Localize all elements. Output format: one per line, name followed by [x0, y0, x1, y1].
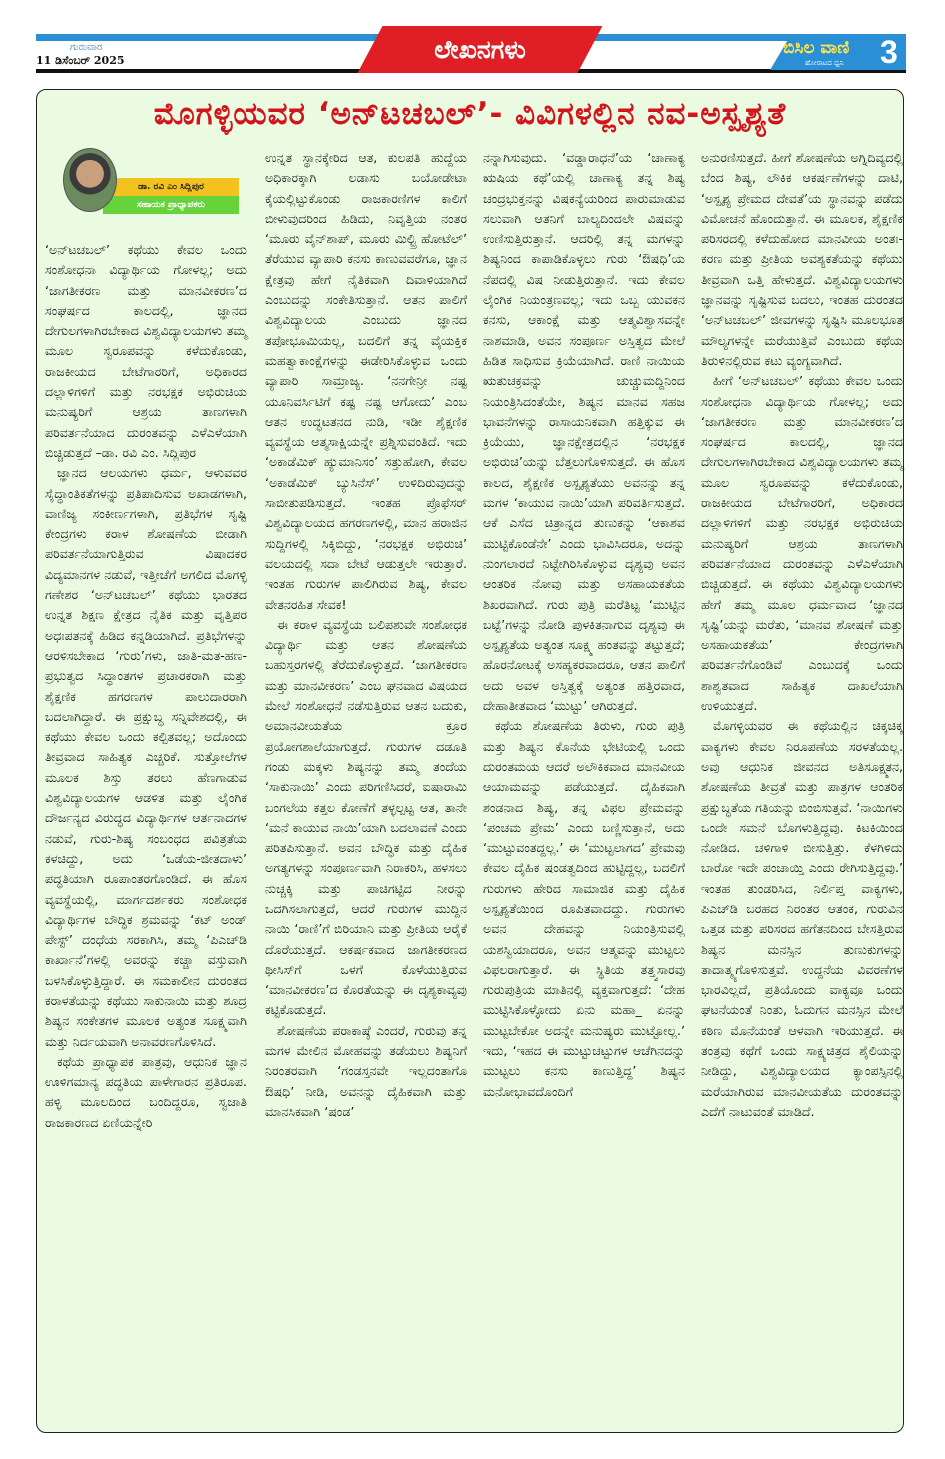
publication-day: ಗುರುವಾರ — [70, 42, 103, 53]
brand-name: ಬಿಸಿಲ ವಾಣಿ — [783, 38, 850, 58]
article-column-2 — [265, 148, 467, 1122]
paragraph: ಹೀಗೆ ‘ಅನ್‌ಟಚಬಲ್’ ಕಥೆಯು ಕೇವಲ ಒಂದು ಸಂಶೋಧನಾ ವಿದ್ಯಾರ್ಥಿಯ ಗೋಳಲ್ಲ; ಅದು ‘ಜಾಗತೀಕರಣ ಮತ್ತು ಮಾನವೀಕರಣ’ದ ಸಂಘರ್ಷದ ಕಾಲದಲ್ಲಿ, ಜ್ಞಾನದ ದೇಗುಲಗಳಾಗಿರಬೇಕಾದ ವಿಶ್ವವಿದ್ಯಾಲಯಗಳು ತಮ್ಮ ಮೂಲ ಸ್ವರೂಪವನ್ನು ಕಳೆದುಕೊಂಡು, ರಾಜಕೀಯದ ಬೇಟೆಗಾರರಿಗೆ, ಅಧಿಕಾರದ ದಲ್ಲಾಳಿಗಳಿಗೆ ಮತ್ತು ನರಭಕ್ಷಕ ಅಭಿರುಚಿಯ ಮನುಷ್ಯರಿಗೆ ಆಶ್ರಯ ತಾಣಗಳಾಗಿ ಪರಿವರ್ತನೆಯಾದ ದುರಂತವನ್ನು ಎಳೆಎಳೆಯಾಗಿ ಬಿಚ್ಚಿಡುತ್ತದೆ. ಈ ಕಥೆಯು ವಿಶ್ವವಿದ್ಯಾಲಯಗಳು ಹೇಗೆ ತಮ್ಮ ಮೂಲ ಧರ್ಮವಾದ ‘ಜ್ಞಾನದ ಸೃಷ್ಟಿ’ಯನ್ನು ಮರೆತು, ‘ಮಾನವ ಶೋಷಣೆ ಮತ್ತು ಅಸಹಾಯಕತೆಯ’ ಕೇಂದ್ರಗಳಾಗಿ ಪರಿವರ್ತನೆಗೊಂಡಿವೆ ಎಂಬುದಕ್ಕೆ ಒಂದು ಶಾಶ್ವತವಾದ ಸಾಹಿತ್ಯಕ ದಾಖಲೆಯಾಗಿ ಉಳಿಯುತ್ತದೆ. — [701, 373, 903, 714]
masthead — [0, 0, 945, 80]
paragraph: ಕಥೆಯ ಶೋಷಣೆಯ ತಿರುಳು, ಗುರು ಪುತ್ರಿ ಮತ್ತು ಶಿಷ್ಯನ ಕೊನೆಯ ಭೇಟಿಯಲ್ಲಿ ಒಂದು ದುರಂತಮಯ ಆದರೆ ಅಲೌಕಿಕವಾದ ಮಾನವೀಯ ಆಯಾಮವನ್ನು ಪಡೆಯುತ್ತದೆ. ದೈಹಿಕವಾಗಿ ಶಂಡನಾದ ಶಿಷ್ಯ, ತನ್ನ ವಿಫಲ ಪ್ರೇಮವನ್ನು ‘ಪಂಚಮ ಪ್ರೇಮ’ ಎಂದು ಬಣ್ಣಿಸುತ್ತಾನೆ, ಅದು ‘ಮುಟ್ಟುವಂತದ್ದಲ್ಲ.’ ಈ ‘ಮುಟ್ಟಲಾಗದ’ ಪ್ರೇಮವು ಕೇವಲ ದೈಹಿಕ ಷಂಡತ್ವದಿಂದ ಹುಟ್ಟಿದ್ದಲ್ಲ, ಬದಲಿಗೆ ಗುರುಗಳು ಹೇರಿದ ಸಾಮಾಜಿಕ ಮತ್ತು ದೈಹಿಕ ಅಸ್ಪೃಶ್ಯತೆಯಿಂದ ರೂಪಿತವಾದದ್ದು. ಗುರುಗಳು ಅವನ ದೇಹವನ್ನು ನಿಯಂತ್ರಿಸುವಲ್ಲಿ ಯಶಸ್ವಿಯಾದರೂ, ಅವನ ಆತ್ಮವನ್ನು ಮುಟ್ಟಲು ವಿಫಲರಾಗುತ್ತಾರೆ. ಈ ಸ್ಥಿತಿಯ ತತ್ತ್ವಸಾರವು ಗುರುಪುತ್ರಿಯ ಮಾತಿನಲ್ಲಿ ವ್ಯಕ್ತವಾಗುತ್ತದೆ: ‘ದೇಹ ಮುಟ್ಟಿಸಿಕೊಳ್ಳೋದು ಏನು ಮಹಾ_ ಏನನ್ನು ಮುಟ್ಟಬೇಕೋ ಅದನ್ನೇ ಮನುಷ್ಯರು ಮುಟ್ಟೋಲ್ಲ.’ ಇದು, ‘ಇಹದ ಈ ಮುಟ್ಟುಚಟ್ಟುಗಳ ಆಚೆಗಿನದನ್ನು ಮುಟ್ಟಲು ಕನಸು ಕಾಣುತ್ತಿದ್ದ’ ಶಿಷ್ಯನ ಮನೋಭಾವದೊಂದಿಗೆ — [483, 718, 685, 1099]
paragraph: ಕಥೆಯ ಪ್ರಾಧ್ಯಾಪಕ ಪಾತ್ರವು, ಆಧುನಿಕ ಜ್ಞಾನ ಊಳಿಗಮಾನ್ಯ ಪದ್ಧತಿಯ ಪಾಳೇಗಾರನ ಪ್ರತಿರೂಪ. ಹಳ್ಳಿ ಮೂಲದಿಂದ ಬಂದಿದ್ದರೂ, ಸ್ವಜಾತಿ ರಾಜಕಾರಣದ ಏಣಿಯನ್ನೇರಿ — [45, 1053, 247, 1130]
author-photo — [63, 148, 117, 212]
paragraph: ಶೋಷಣೆಯ ಪರಾಕಾಷ್ಠೆ ಎಂದರೆ, ಗುರುವು ತನ್ನ ಮಗಳ ಮೇಲಿನ ಮೋಹವನ್ನು ತಡೆಯಲು ಶಿಷ್ಯನಿಗೆ ನಿರಂತರವಾಗಿ ‘ಗಂಡಸ್ತನವೇ ಇಲ್ಲದಂತಾಗೊ ಔಷಧಿ’ ನೀಡಿ, ಅವನನ್ನು ದೈಹಿಕವಾಗಿ ಮತ್ತು ಮಾನಸಿಕವಾಗಿ ‘ಷಂಡ’ — [265, 1022, 467, 1119]
page-number: 3 — [880, 34, 898, 70]
paragraph: ಈ ಕರಾಳ ವ್ಯವಸ್ಥೆಯ ಬಲಿಪಶುವೇ ಸಂಶೋಧಕ ವಿದ್ಯಾರ್ಥಿ ಮತ್ತು ಆತನ ಶೋಷಣೆಯ ಬಹುಸ್ತರಗಳಲ್ಲಿ ತೆರೆದುಕೊಳ್ಳುತ್ತದೆ. ‘ಜಾಗತೀಕರಣ ಮತ್ತು ಮಾನವೀಕರಣ’ ಎಂಬ ಘನವಾದ ವಿಷಯದ ಮೇಲೆ ಸಂಶೋಧನೆ ನಡೆಸುತ್ತಿರುವ ಆತನ ಬದುಕು, ಅಮಾನವೀಯತೆಯ ಕ್ರೂರ ಪ್ರಯೋಗಶಾಲೆಯಾಗುತ್ತದೆ. ಗುರುಗಳ ದಡೂತಿ ಗಂಡು ಮಕ್ಕಳು ಶಿಷ್ಯನನ್ನು ತಮ್ಮ ತಂದೆಯ ‘ಸಾಕುನಾಯಿ’ ಎಂದು ಪರಿಗಣಿಸಿದರೆ, ಐಷಾರಾಮಿ ಬಂಗಲೆಯ ಕತ್ತಲ ಕೋಣೆಗೆ ತಳ್ಳಲ್ಪಟ್ಟ ಆತ, ತಾನೇ ‘ಮನೆ ಕಾಯುವ ನಾಯಿ’ಯಾಗಿ ಬದಲಾವಣೆ ಎಂದು ಪರಿತಪಿಸುತ್ತಾನೆ. ಅವನ ಬೌದ್ಧಿಕ ಮತ್ತು ದೈಹಿಕ ಅಗತ್ಯಗಳನ್ನು ಸಂಪೂರ್ಣವಾಗಿ ನಿರಾಕರಿಸಿ, ಹಳಸಲು ನುಚ್ಚಕ್ಕಿ ಮತ್ತು ಪಾಚಿಗಟ್ಟಿದ ನೀರನ್ನು ಒದಗಿಸಲಾಗುತ್ತದೆ, ಆದರೆ ಗುರುಗಳ ಮುದ್ದಿನ ನಾಯಿ ‘ರಾಣಿ’ಗೆ ಬಿರಿಯಾನಿ ಮತ್ತು ಪ್ರೀತಿಯ ಆರೈಕೆ ದೊರೆಯುತ್ತದೆ. ಆಕರ್ಷಕವಾದ ಜಾಗತೀಕರಣದ ಥೀಸಿಸ್‌ಗೆ ಒಳಗೆ ಕೊಳೆಯುತ್ತಿರುವ ‘ಮಾನವೀಕರಣ’ದ ಕೊರತೆಯನ್ನು ಈ ದೃಶ್ಯಕಾವ್ಯವು ಕಟ್ಟಿಕೊಡುತ್ತದೆ. — [265, 616, 467, 1018]
paragraph: ಜ್ಞಾನದ ಆಲಯಗಳು ಧರ್ಮ, ಆಳುವವರ ಸೈದ್ಧಾಂತಿಕತೆಗಳನ್ನು ಪ್ರತಿಪಾದಿಸುವ ಅಖಾಡಗಳಾಗಿ, ವಾಣಿಜ್ಯ ಸಂಕೀರ್ಣಗಳಾಗಿ, ಪ್ರತಿಭೆಗಳ ಸೃಷ್ಟಿ ಕೇಂದ್ರಗಳು ಕರಾಳ ಶೋಷಣೆಯ ಬೀಡಾಗಿ ಪರಿವರ್ತನೆಯಾಗುತ್ತಿರುವ ವಿಷಾದಕರ ವಿದ್ಯಮಾನಗಳ ನಡುವೆ, ಇತ್ತೀಚೆಗೆ ಅಗಲಿದ ಮೊಗಳ್ಳಿ ಗಣೇಶರ ‘ಅನ್‌ಟಚಬಲ್’ ಕಥೆಯು ಭಾರತದ ಉನ್ನತ ಶಿಕ್ಷಣ ಕ್ಷೇತ್ರದ ನೈತಿಕ ಮತ್ತು ವೃತ್ತಿಪರ ಅಧಃಪತನಕ್ಕೆ ಹಿಡಿದ ಕನ್ನಡಿಯಾಗಿದೆ. ಪ್ರತಿಭೆಗಳನ್ನು ಆರಳಿಸಬೇಕಾದ ‘ಗುರು’ಗಳು, ಜಾತಿ-ಮತ-ಹಣ-ಪ್ರಭುತ್ವದ ಸಿದ್ಧಾಂತಗಳ ಪ್ರಚಾರಕರಾಗಿ ಮತ್ತು ಶೈಕ್ಷಣಿಕ ಹಗರಣಗಳ ಪಾಲುದಾರರಾಗಿ ಬದಲಾಗಿದ್ದಾರೆ. ಈ ಪ್ರಕ್ಷುಬ್ಧ ಸನ್ನಿವೇಶದಲ್ಲಿ, ಈ ಕಥೆಯು ಕೇವಲ ಒಂದು ಕಲ್ಪಿತವಲ್ಲ; ಅದೊಂದು ತೀವ್ರವಾದ ಸಾಹಿತ್ಯಕ ಎಚ್ಚರಿಕೆ. ಸುತ್ತೋಲೆಗಳ ಮೂಲಕ ಶಿಸ್ತು ತರಲು ಹೆಣಗಾಡುವ ವಿಶ್ವವಿದ್ಯಾಲಯಗಳ ಆಡಳಿತ ಮತ್ತು ಲೈಂಗಿಕ ದೌರ್ಜನ್ಯದ ವಿರುದ್ಧದ ವಿದ್ಯಾರ್ಥಿಗಳ ಆರ್ತನಾದಗಳ ನಡುವೆ, ಗುರು-ಶಿಷ್ಯ ಸಂಬಂಧದ ಪವಿತ್ರತೆಯ ಕಳಚಿದ್ದು, ಅದು ‘ಒಡೆಯ-ಜೀತದಾಳು’ ಪದ್ಧತಿಯಾಗಿ ರೂಪಾಂತರಗೊಂಡಿದೆ. ಈ ಹೊಸ ವ್ಯವಸ್ಥೆಯಲ್ಲಿ, ಮಾರ್ಗದರ್ಶಕರು ಸಂಶೋಧಕ ವಿದ್ಯಾರ್ಥಿಗಳ ಬೌದ್ಧಿಕ ಶ್ರಮವನ್ನು ‘ಕಟ್ ಅಂಡ್ ಪೇಸ್ಟ್’ ದಂಧೆಯ ಸರಕಾಗಿಸಿ, ತಮ್ಮ ‘ಪಿಎಚ್‌ಡಿ ಕಾರ್ಖಾನೆ’ಗಳಲ್ಲಿ ಅವರನ್ನು ಕಚ್ಚಾ ವಸ್ತುವಾಗಿ ಬಳಸಿಕೊಳ್ಳುತ್ತಿದ್ದಾರೆ. ಈ ಸಮಕಾಲೀನ ದುರಂತದ ಕರಾಳತೆಯನ್ನು ಕಥೆಯು ಸಾಕುನಾಯಿ ಮತ್ತು ಶೂದ್ರ ಶಿಷ್ಯನ ಸಂಕೇತಗಳ ಮೂಲಕ ಅತ್ಯಂತ ಸೂಕ್ಷ್ಮವಾಗಿ ಮತ್ತು ನಿರ್ದಯವಾಗಿ ಅನಾವರಣಗೊಳಿಸಿದೆ. — [45, 465, 247, 1049]
author-role: ಸಹಾಯಕ ಪ್ರಾಧ್ಯಾಪಕರು — [103, 196, 239, 214]
paragraph: ಅನುರಣಿಸುತ್ತದೆ. ಹೀಗೆ ಶೋಷಣೆಯ ಅಗ್ನಿದಿವ್ಯದಲ್ಲಿ ಬೆಂದ ಶಿಷ್ಯ, ಲೌಕಿಕ ಆಕರ್ಷಣೆಗಳನ್ನು ದಾಟಿ, ‘ಅಸ್ಪೃಶ್ಯ ಪ್ರೇಮದ ದೇವತೆ’ಯ ಸ್ಥಾನವನ್ನು ಪಡೆದು ವಿಮೋಚನೆ ಹೊಂದುತ್ತಾನೆ. ಈ ಮೂಲಕ, ಶೈಕ್ಷಣಿಕ ಪರಿಸರದಲ್ಲಿ ಕಳೆದುಹೋದ ಮಾನವೀಯ ಅಂತಃ-ಕರಣ ಮತ್ತು ಪ್ರೀತಿಯ ಅವಶ್ಯಕತೆಯನ್ನು ಕಥೆಯು ತೀವ್ರವಾಗಿ ಒತ್ತಿ ಹೇಳುತ್ತದೆ. ವಿಶ್ವವಿದ್ಯಾಲಯಗಳು ಜ್ಞಾನವನ್ನು ಸೃಷ್ಟಿಸುವ ಬದಲು, ಇಂತಹ ದುರಂತದ ‘ಅನ್‌ಟಚಬಲ್’ ಜೀವಗಳನ್ನು ಸೃಷ್ಟಿಸಿ ಮೂಲಭೂತ ಮೌಲ್ಯಗಳನ್ನೇ ಮರೆಯುತ್ತಿವೆ ಎಂಬುದು ಕಥೆಯ ತಿರುಳಿನಲ್ಲಿರುವ ಕಟು ವ್ಯಂಗ್ಯವಾಗಿದೆ. — [701, 150, 903, 368]
article-column-1 — [45, 240, 247, 1133]
paragraph: ‘ಅನ್‌ಟಚಬಲ್’ ಕಥೆಯು ಕೇವಲ ಒಂದು ಸಂಶೋಧನಾ ವಿದ್ಯಾರ್ಥಿಯ ಗೋಳಲ್ಲ; ಅದು ‘ಜಾಗತೀಕರಣ ಮತ್ತು ಮಾನವೀಕರಣ’ದ ಸಂಘರ್ಷದ ಕಾಲದಲ್ಲಿ, ಜ್ಞಾನದ ದೇಗುಲಗಳಾಗಿರಬೇಕಾದ ವಿಶ್ವವಿದ್ಯಾಲಯಗಳು ತಮ್ಮ ಮೂಲ ಸ್ವರೂಪವನ್ನು ಕಳೆದುಕೊಂಡು, ರಾಜಕೀಯದ ಬೇಟೆಗಾರರಿಗೆ, ಅಧಿಕಾರದ ದಲ್ಲಾಳಿಗಳಿಗೆ ಮತ್ತು ನರಭಕ್ಷಕ ಅಭಿರುಚಿಯ ಮನುಷ್ಯರಿಗೆ ಆಶ್ರಯ ತಾಣಗಳಾಗಿ ಪರಿವರ್ತನೆಯಾದ ದುರಂತವನ್ನು ಎಳೆಎಳೆಯಾಗಿ ಬಿಚ್ಚಿಡುತ್ತದೆ –ಡಾ. ರವಿ ಎಂ. ಸಿದ್ಲಿಪುರ — [45, 242, 247, 460]
article-headline: ಮೊಗಳ್ಳಿಯವರ ‘ಅನ್‌ಟಚಬಲ್’- ವಿವಿಗಳಲ್ಲಿನ ನವ-ಅಸ್ಪೃಶ್ಯತೆ — [153, 96, 787, 132]
brand-tagline: ಹೋರಾಟದ ಧ್ವನಿ — [805, 59, 844, 67]
paragraph: ಉನ್ನತ ಸ್ಥಾನಕ್ಕೇರಿದ ಆತ, ಕುಲಪತಿ ಹುದ್ದೆಯ ಅಧಿಕಾರಕ್ಕಾಗಿ ಲಡಾಸು ಬಯೋಡೇಟಾ ಕೈಯಲ್ಲಿಟ್ಟುಕೊಂಡು ರಾಜಕಾರಣಿಗಳ ಕಾಲಿಗೆ ಬೀಳುವುದರಿಂದ ಹಿಡಿದು, ನಿವೃತ್ತಿಯ ನಂತರ ‘ಮೂರು ವೈನ್‌ಶಾಪ್, ಮೂರು ಮಿಲ್ಟ್ರಿ ಹೋಟೆಲ್’ ತೆರೆಯುವ ವ್ಯಾಪಾರಿ ಕನಸು ಕಾಣುವವರೆಗೂ, ಜ್ಞಾನ ಕ್ಷೇತ್ರವು ಹೇಗೆ ನೈತಿಕವಾಗಿ ದಿವಾಳಿಯಾಗಿದೆ ಎಂಬುದನ್ನು ಸಂಕೇತಿಸುತ್ತಾನೆ. ಆತನ ಪಾಲಿಗೆ ವಿಶ್ವವಿದ್ಯಾಲಯ ಎಂಬುದು ಜ್ಞಾನದ ತಪೋಭೂಮಿಯಲ್ಲ, ಬದಲಿಗೆ ತನ್ನ ವೈಯಕ್ತಿಕ ಮಹತ್ವಾಕಾಂಕ್ಷೆಗಳನ್ನು ಈಡೇರಿಸಿಕೊಳ್ಳುವ ಒಂದು ವ್ಯಾಪಾರಿ ಸಾಮ್ರಾಜ್ಯ. ‘ನನಗೇನ್ರೀ ನಷ್ಟ ಯೂನಿವರ್ಸಿಟಿಗೆ ಕಷ್ಟ ನಷ್ಟ ಆಗೋದು’ ಎಂಬ ಆತನ ಉದ್ಧಟತನದ ನುಡಿ, ಇಡೀ ಶೈಕ್ಷಣಿಕ ವ್ಯವಸ್ಥೆಯ ಆತ್ಮಸಾಕ್ಷಿಯನ್ನೇ ಪ್ರಶ್ನಿಸುವಂತಿದೆ. ಇದು ‘ಅಕಾಡೆಮಿಕ್ ಹ್ಯುಮಾನಿಸಂ’ ಸತ್ತುಹೋಗಿ, ಕೇವಲ ‘ಅಕಾಡೆಮಿಕ್ ಬ್ಯುಸಿನೆಸ್’ ಉಳಿದಿರುವುದನ್ನು ಸಾಬೀತುಪಡಿಸುತ್ತದೆ. ಇಂತಹ ಪ್ರೊಫೆಸರ್ ವಿಶ್ವವಿದ್ಯಾಲಯದ ಹಗರಣಗಳಲ್ಲಿ, ಮಾನ ಹರಾಜಿನ ಸುದ್ದಿಗಳಲ್ಲಿ ಸಿಕ್ಕಿಬಿದ್ದು, ‘ನರಭಕ್ಷಕ ಅಭಿರುಚಿ’ ವಲಯದಲ್ಲಿ ಸದಾ ಬೇಟೆ ಆಡುತ್ತಲೇ ಇರುತ್ತಾರೆ. ಇಂತಹ ಗುರುಗಳ ಪಾಲಿಗಿರುವ ಶಿಷ್ಯ, ಕೇವಲ ವೇತನರಹಿತ ಸೇವಕ! — [265, 150, 467, 612]
author-byline — [63, 148, 241, 224]
publication-date: 11 ಡಿಸೆಂಬರ್ 2025 — [36, 54, 125, 67]
author-name: ಡಾ. ರವಿ ಎಂ ಸಿದ್ಲಿಪುರ — [103, 178, 239, 196]
article-column-3 — [483, 148, 685, 1102]
article-box — [36, 89, 904, 1433]
section-title: ಲೇಖನಗಳು — [434, 35, 526, 64]
paragraph: ಮೊಗಳ್ಳಿಯವರ ಈ ಕಥೆಯಲ್ಲಿನ ಚಿಕ್ಕಚಿಕ್ಕ ವಾಕ್ಯಗಳು ಕೇವಲ ನಿರೂಪಣೆಯ ಸರಳತೆಯಲ್ಲ. ಅವು ಆಧುನಿಕ ಜೀವನದ ಅತಿಸೂಕ್ಷ್ಮತನ, ಶೋಷಣೆಯ ತೀವ್ರತೆ ಮತ್ತು ಪಾತ್ರಗಳ ಆಂತರಿಕ ಪ್ರಕ್ಷುಬ್ಧತೆಯ ಗತಿಯನ್ನು ಬಿಂಬಿಸುತ್ತವೆ. ‘ನಾಯಿಗಳು ಒಂದೇ ಸಮನೆ ಬೊಗಳುತ್ತಿದ್ದವು. ಕಿಟಕಿಯಿಂದ ನೋಡಿದ. ಚಳಿಗಾಳಿ ಬೀಸುತ್ತಿತ್ತು. ಕೆಳಗಿಳಿದು ಬಾರೋ ಇದೇ ಪಂಚಾಯ್ತಿ ಎಂದು ರೇಗಿಸುತ್ತಿದ್ದವು.’ ಇಂತಹ ತುಂಡರಿಸಿದ, ನಿರ್ಲಿಪ್ತ ವಾಕ್ಯಗಳು, ಪಿಎಚ್‌ಡಿ ಬರಹದ ನಿರಂತರ ಆತಂಕ, ಗುರುವಿನ ಒತ್ತಡ ಮತ್ತು ಪರಿಸರದ ಹಗೆತನದಿಂದ ಬೇಸತ್ತಿರುವ ಶಿಷ್ಯನ ಮನಸ್ಸಿನ ತುಣುಕುಗಳನ್ನು ತಾದಾತ್ಮ್ಯಗೊಳಿಸುತ್ತವೆ. ಉದ್ದನೆಯ ವಿವರಣೆಗಳ ಭಾರವಿಲ್ಲದೆ, ಪ್ರತಿಯೊಂದು ವಾಕ್ಯವೂ ಒಂದು ಘಟನೆಯಂತೆ ನಿಂತು, ಓದುಗನ ಮನಸ್ಸಿನ ಮೇಲೆ ಕಠಿಣ ಮೊನೆಯಂತೆ ಆಳವಾಗಿ ಇರಿಯುತ್ತದೆ. ಈ ತಂತ್ರವು ಕಥೆಗೆ ಒಂದು ಸಾಕ್ಷ್ಯಚಿತ್ರದ ಶೈಲಿಯನ್ನು ನೀಡಿದ್ದು, ವಿಶ್ವವಿದ್ಯಾಲಯದ ಕ್ಯಾಂಪಸ್ಸಿನಲ್ಲಿ ಮರೆಯಾಗಿರುವ ಮಾನವೀಯತೆಯ ದುರಂತವನ್ನು ಎದೆಗೆ ನಾಟುವಂತೆ ಮಾಡಿದೆ. — [701, 718, 903, 1119]
paragraph: ನನ್ನಾಗಿಸುವುದು. ‘ವಡ್ಡಾರಾಧನೆ’ಯ ‘ಚಾಣಾಕ್ಯ ಋಷಿಯ ಕಥೆ’ಯಲ್ಲಿ ಚಾಣಾಕ್ಯ ತನ್ನ ಶಿಷ್ಯ ಚಂದ್ರಭುಕ್ತನನ್ನು ವಿಷಕನ್ಯೆಯರಿಂದ ಪಾರುಮಾಡುವ ಸಲುವಾಗಿ ಆತನಿಗೆ ಬಾಲ್ಯದಿಂದಲೇ ವಿಷವನ್ನು ಉಣಿಸುತ್ತಿರುತ್ತಾನೆ. ಆದರಿಲ್ಲಿ ತನ್ನ ಮಗಳನ್ನು ಶಿಷ್ಯನಿಂದ ಕಾಪಾಡಿಕೊಳ್ಳಲು ಗುರು ‘ಔಷಧಿ’ಯ ನೆಪದಲ್ಲಿ ವಿಷ ನೀಡುತ್ತಿರುತ್ತಾನೆ. ಇದು ಕೇವಲ ಲೈಂಗಿಕ ನಿಯಂತ್ರಣವಲ್ಲ; ಇದು ಒಬ್ಬ ಯುವಕನ ಕನಸು, ಆಕಾಂಕ್ಷೆ ಮತ್ತು ಆತ್ಮವಿಶ್ವಾಸವನ್ನೇ ನಾಶಮಾಡಿ, ಅವನ ಸಂಪೂರ್ಣ ಅಸ್ತಿತ್ವದ ಮೇಲೆ ಹಿಡಿತ ಸಾಧಿಸುವ ಕ್ರಿಯೆಯಾಗಿದೆ. ರಾಣಿ ನಾಯಿಯ ಋತುಚಕ್ರವನ್ನು ಚುಚ್ಚುಮದ್ದಿನಿಂದ ನಿಯಂತ್ರಿಸಿದಂತೆಯೇ, ಶಿಷ್ಯನ ಮಾನವ ಸಹಜ ಭಾವನೆಗಳನ್ನು ರಾಸಾಯನಿಕವಾಗಿ ಹತ್ತಿಕ್ಕುವ ಈ ಕ್ರಿಯೆಯು, ಜ್ಞಾನಕ್ಷೇತ್ರದಲ್ಲಿನ ‘ನರಭಕ್ಷಕ ಅಭಿರುಚಿ’ಯನ್ನು ಬೆತ್ತಲುಗೊಳಿಸುತ್ತದೆ. ಈ ಹೊಸ ಕಾಲದ, ಶೈಕ್ಷಣಿಕ ಅಸ್ಪೃಶ್ಯತೆಯು ಅವನನ್ನು ತನ್ನ ಮಗಳ ‘ಕಾಯುವ ನಾಯಿ’ಯಾಗಿ ಪರಿವರ್ತಿಸುತ್ತದೆ. ಆಕೆ ಎಸೆದ ಚಿತ್ರಾನ್ನದ ತುಣುಕನ್ನು ‘ಆಕಾಶವ ಮುಟ್ಟಿಕೊಂಡೆನೇ’ ಎಂದು ಭಾವಿಸಿದರೂ, ಅದನ್ನು ನುಂಗಲಾರದೆ ನಿಟ್ಟೇಗಿರಿಸಿಕೊಳ್ಳುವ ದೃಶ್ಯವು ಅವನ ಆಂತರಿಕ ನೋವು ಮತ್ತು ಅಸಹಾಯಕತೆಯ ಶಿಖರವಾಗಿದೆ. ಗುರು ಪುತ್ರಿ ಮರೆತಿಟ್ಟ ‘ಮುಟ್ಟಿನ ಬಟ್ಟೆ’ಗಳನ್ನು ನೋಡಿ ಪುಳಕಿತನಾಗುವ ದೃಶ್ಯವು ಈ ಅಸ್ಪೃಶ್ಯತೆಯ ಅತ್ಯಂತ ಸೂಕ್ಷ್ಮ ಹಂತವನ್ನು ತಟ್ಟುತ್ತದೆ; ಹೊರನೋಟಕ್ಕೆ ಅಸಹ್ಯಕರವಾದರೂ, ಆತನ ಪಾಲಿಗೆ ಅದು ಅವಳ ಅಸ್ತಿತ್ವಕ್ಕೆ ಅತ್ಯಂತ ಹತ್ತಿರವಾದ, ದೇಹಾತೀತವಾದ ‘ಮುಟ್ಟು’ ಆಗಿರುತ್ತದೆ. — [483, 150, 685, 714]
article-column-4 — [701, 148, 903, 1122]
